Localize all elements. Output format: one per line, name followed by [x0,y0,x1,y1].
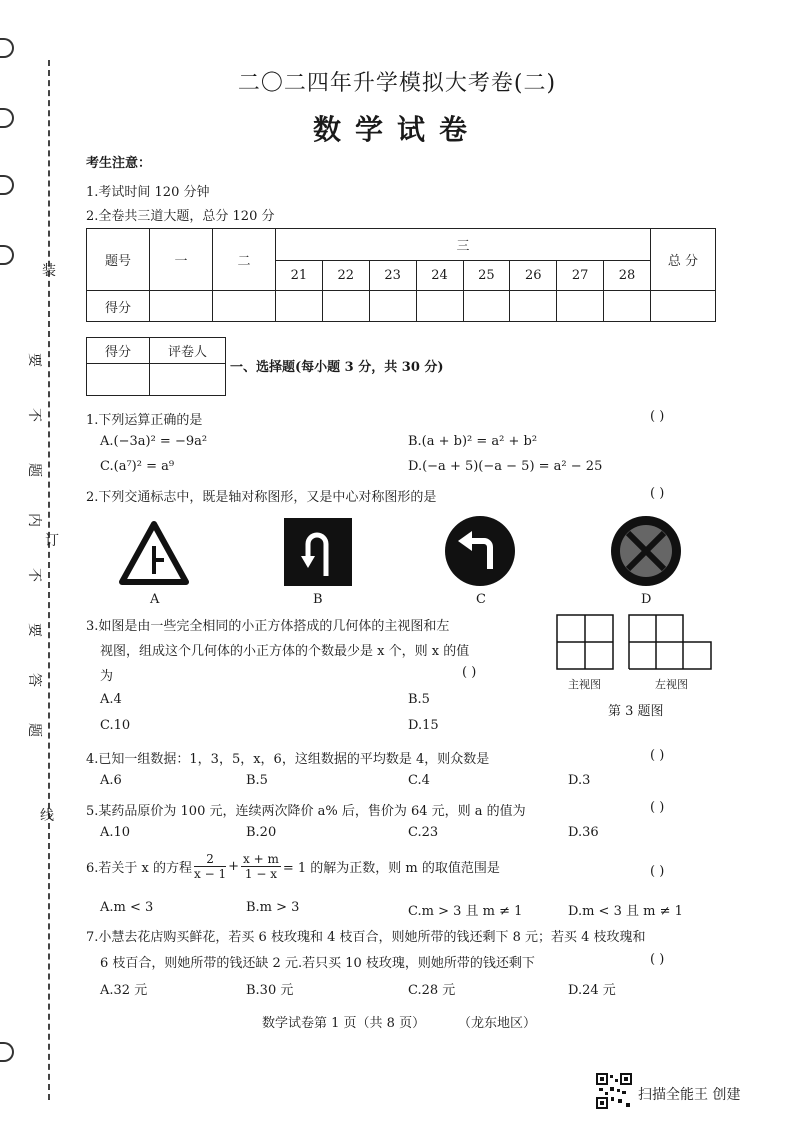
q3-figure-caption: 第 3 题图 [608,704,664,719]
notice-item: 2.全卷共三道大题，总分 120 分 [86,209,275,224]
q6-fraction-2 [241,852,281,881]
q3-option-a: A.4 [100,692,122,707]
binding-notice-char: 要 [26,353,42,367]
score-cell[interactable] [150,291,213,322]
col-total: 总 分 [651,229,716,291]
score-cell[interactable] [369,291,416,322]
sub-col: 23 [369,261,416,291]
left-turn-sign-icon [444,515,516,587]
score-cell[interactable] [510,291,557,322]
triangle-sign-icon [118,520,190,586]
qr-code-icon [596,1073,632,1109]
q6-frac2-denominator: 1 − x [244,867,277,881]
q6-option-b: B.m > 3 [246,900,300,915]
q6-option-a: A.m < 3 [100,900,154,915]
col-section-three: 三 [276,229,651,261]
left-view-label: 左视图 [655,678,688,691]
sub-col: 26 [510,261,557,291]
q3-option-b: B.5 [408,692,430,707]
q4-stem: 4.已知一组数据：1，3，5，x，6，这组数据的平均数是 4，则众数是 [86,752,490,767]
score-cell[interactable] [322,291,369,322]
sub-col: 24 [416,261,463,291]
q1-option-d: D.(−a + 5)(−a − 5) = a² − 25 [408,459,603,474]
q2-stem: 2.下列交通标志中，既是轴对称图形，又是中心对称图形的是 [86,490,437,505]
binding-notice-char: 内 [26,513,42,527]
grader-box [86,337,226,396]
q6-frac2-numerator: x + m [243,852,279,866]
q1-option-a: A.(−3a)² = −9a² [100,434,208,449]
score-cell[interactable] [463,291,510,322]
q7-line2: 6 枝百合，则她所带的钱还缺 2 元.若只买 10 枝玫瑰，则她所带的钱还剩下 [100,956,535,971]
q2-label-a: A [150,592,160,607]
sub-col: 22 [322,261,369,291]
sub-col: 25 [463,261,510,291]
q3-answer-paren[interactable]: ( ) [462,665,477,680]
grader-name-label: 评卷人 [150,338,226,364]
front-view-figure [556,614,614,670]
binding-label-xian: 线 [40,808,54,824]
q6-plus: + [228,859,239,874]
q6-answer-paren[interactable]: ( ) [650,864,665,879]
q4-option-d: D.3 [568,773,591,788]
subject-title: 数学试卷 [312,113,481,146]
notice-item: 1.考试时间 120 分钟 [86,185,210,200]
binding-label-ding: 订 [45,533,59,549]
region-label: （龙东地区） [458,1016,537,1031]
q2-answer-paren[interactable]: ( ) [650,486,665,501]
binding-notice-char: 题 [26,463,42,477]
binding-label-zhuang: 装 [42,263,56,279]
q6-stem-post: = 1 的解为正数，则 m 的取值范围是 [282,861,500,876]
q5-stem: 5.某药品原价为 100 元，连续两次降价 a% 后，售价为 64 元，则 a 的值为 [86,804,526,819]
q5-option-c: C.23 [408,825,439,840]
binding-notice-char: 要 [26,623,42,637]
sub-col: 27 [557,261,604,291]
q1-option-c: C.(a⁷)² = a⁹ [100,459,175,474]
q7-answer-paren[interactable]: ( ) [650,952,665,967]
q2-label-c: C [476,592,486,607]
q1-stem: 1.下列运算正确的是 [86,413,203,428]
score-cell[interactable] [557,291,604,322]
q4-option-a: A.6 [100,773,122,788]
q1-option-b: B.(a + b)² = a² + b² [408,434,538,449]
q4-answer-paren[interactable]: ( ) [650,748,665,763]
q3-line3: 为 [100,669,114,684]
binding-hole [0,175,14,195]
binding-notice-char: 题 [26,723,42,737]
q5-answer-paren[interactable]: ( ) [650,800,665,815]
q5-option-d: D.36 [568,825,599,840]
q7-line1: 7.小慧去花店购买鲜花，若买 6 枝玫瑰和 4 枝百合，则她所带的钱还剩下 8 元；若买 4 枝玫瑰和 [86,930,646,945]
q3-option-c: C.10 [100,718,131,733]
binding-notice-char: 不 [26,568,42,582]
q6-frac1-numerator: 2 [194,852,226,867]
q2-label-d: D [641,592,652,607]
scanner-watermark: 扫描全能王 创建 [638,1087,741,1103]
row-label-question-no: 题号 [87,229,150,291]
binding-notice-char: 答 [26,673,42,687]
q7-option-c: C.28 元 [408,983,456,998]
binding-dashed-line [48,60,50,1100]
q5-option-a: A.10 [100,825,131,840]
page-info: 数学试卷第 1 页（共 8 页） [262,1016,426,1031]
left-view-figure [628,614,712,670]
no-stopping-sign-icon [610,515,682,587]
grader-score-label: 得分 [87,338,150,364]
q3-line1: 3.如图是由一些完全相同的小正方体搭成的几何体的主视图和左 [86,619,450,634]
q6-fraction-1 [194,852,226,881]
q6-frac1-denominator: x − 1 [194,867,227,881]
q3-option-d: D.15 [408,718,439,733]
grader-score-cell[interactable] [87,364,150,396]
grader-name-cell[interactable] [150,364,226,396]
score-cell[interactable] [416,291,463,322]
row-label-score: 得分 [87,291,150,322]
section-one-heading: 一、选择题(每小题 3 分，共 30 分) [230,360,444,375]
q2-label-b: B [313,592,323,607]
score-table [86,228,716,322]
score-cell[interactable] [651,291,716,322]
sub-col: 21 [276,261,323,291]
binding-hole [0,1042,14,1062]
col-section-one: 一 [150,229,213,291]
score-cell[interactable] [604,291,651,322]
q7-option-b: B.30 元 [246,983,294,998]
q4-option-b: B.5 [246,773,268,788]
q3-line2: 视图，组成这个几何体的小正方体的个数最少是 x 个，则 x 的值 [100,644,470,659]
q7-option-a: A.32 元 [100,983,148,998]
q5-option-b: B.20 [246,825,277,840]
score-cell[interactable] [213,291,276,322]
col-section-two: 二 [213,229,276,291]
exam-title: 二〇二四年升学模拟大考卷(二) [237,71,557,96]
q4-option-c: C.4 [408,773,430,788]
score-cell[interactable] [276,291,323,322]
binding-notice-char: 不 [26,408,42,422]
front-view-label: 主视图 [568,678,601,691]
q6-option-c: C.m > 3 且 m ≠ 1 [408,904,523,919]
binding-hole [0,245,14,265]
q6-stem-pre: 6.若关于 x 的方程 [86,861,192,876]
sub-col: 28 [604,261,651,291]
notice-heading: 考生注意： [86,156,152,171]
q6-stem [86,852,500,881]
binding-hole [0,38,14,58]
u-turn-sign-icon [284,518,352,586]
q1-answer-paren[interactable]: ( ) [650,409,665,424]
q7-option-d: D.24 元 [568,983,616,998]
q6-option-d: D.m < 3 且 m ≠ 1 [568,904,683,919]
